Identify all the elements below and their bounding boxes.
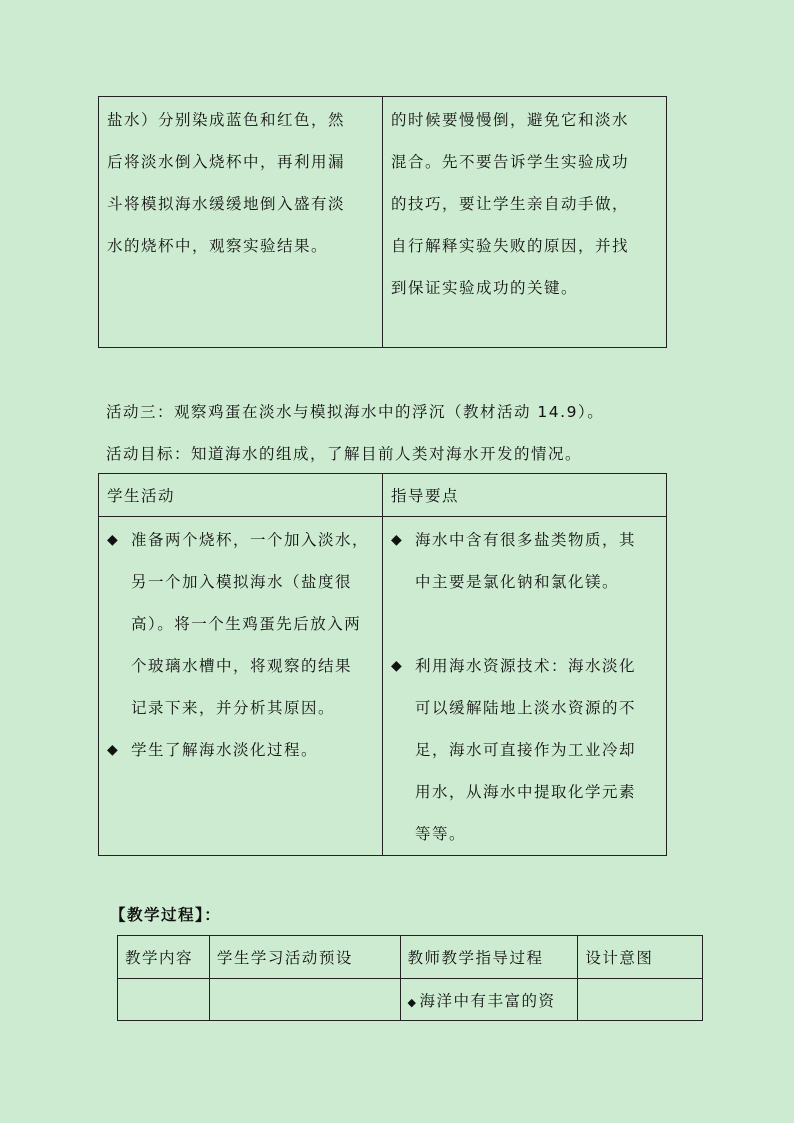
teaching-process-table: [117, 935, 703, 1021]
text-line: 混合。先不要告诉学生实验成功: [391, 153, 630, 171]
text-line: 后将淡水倒入烧杯中，再利用漏: [107, 153, 346, 171]
header-student-learning: 学生学习活动预设: [209, 936, 400, 979]
text-line: 可以缓解陆地上淡水资源的不: [415, 699, 637, 717]
text-line: 用水，从海水中提取化学元素: [415, 783, 637, 801]
guidance-points-cell: [383, 517, 667, 856]
text-line: 自行解释实验失败的原因，并找: [391, 237, 630, 255]
diamond-bullet-icon: ◆: [107, 532, 120, 548]
header-teaching-content: 教学内容: [118, 936, 210, 979]
experiment-right-cell: [383, 97, 667, 348]
text-line: 等等。: [415, 825, 467, 843]
experiment-table: [98, 96, 667, 348]
diamond-bullet-icon: ◆: [407, 995, 418, 1009]
section-heading: 【教学过程】：: [110, 906, 222, 924]
text-line: 的技巧，要让学生亲自动手做，: [391, 195, 630, 213]
text-line: 到保证实验成功的关键。: [391, 279, 579, 297]
text-line: 水的烧杯中，观察实验结果。: [107, 237, 329, 255]
text-line: 盐水）分别染成蓝色和红色，然: [107, 111, 346, 129]
list-item: [107, 519, 374, 729]
table-cell: [578, 979, 703, 1021]
table-cell: [118, 979, 210, 1021]
experiment-left-cell: [99, 97, 383, 348]
diamond-bullet-icon: ◆: [391, 532, 404, 548]
text-line: 中主要是氯化钠和氯化镁。: [415, 573, 620, 591]
text-line: 利用海水资源技术：海水淡化: [415, 657, 637, 675]
text-line: 另一个加入模拟海水（盐度很: [131, 573, 353, 591]
cell-text: 海洋中有丰富的资: [419, 991, 556, 1010]
text-line: 记录下来，并分析其原因。: [131, 699, 336, 717]
text-line: 准备两个烧杯，一个加入淡水，: [131, 531, 370, 549]
list-item: [391, 645, 658, 855]
table-cell: [400, 979, 578, 1021]
text-line: 高）。将一个生鸡蛋先后放入两: [131, 615, 362, 633]
list-item: [391, 519, 658, 603]
student-activity-cell: [99, 517, 383, 856]
header-guidance-points: 指导要点: [383, 474, 667, 517]
text-line: 斗将模拟海水缓缓地倒入盛有淡: [107, 195, 346, 213]
header-teacher-guidance: 教师教学指导过程: [400, 936, 578, 979]
text-line: 学生了解海水淡化过程。: [131, 741, 319, 759]
text-line: 海水中含有很多盐类物质，其: [415, 531, 637, 549]
list-item: [107, 729, 374, 771]
diamond-bullet-icon: ◆: [107, 742, 120, 758]
header-student-activity: 学生活动: [99, 474, 383, 517]
header-design-intent: 设计意图: [578, 936, 703, 979]
text-line: 个玻璃水槽中，将观察的结果: [131, 657, 353, 675]
text-line: 的时候要慢慢倒，避免它和淡水: [391, 111, 630, 129]
activity-title: 活动三：观察鸡蛋在淡水与模拟海水中的浮沉（教材活动 14.9）。: [106, 403, 605, 421]
activity-table: [98, 473, 667, 856]
diamond-bullet-icon: ◆: [391, 658, 404, 674]
text-line: 足，海水可直接作为工业冷却: [415, 741, 637, 759]
table-cell: [209, 979, 400, 1021]
activity-goal: 活动目标：知道海水的组成，了解目前人类对海水开发的情况。: [106, 445, 583, 463]
